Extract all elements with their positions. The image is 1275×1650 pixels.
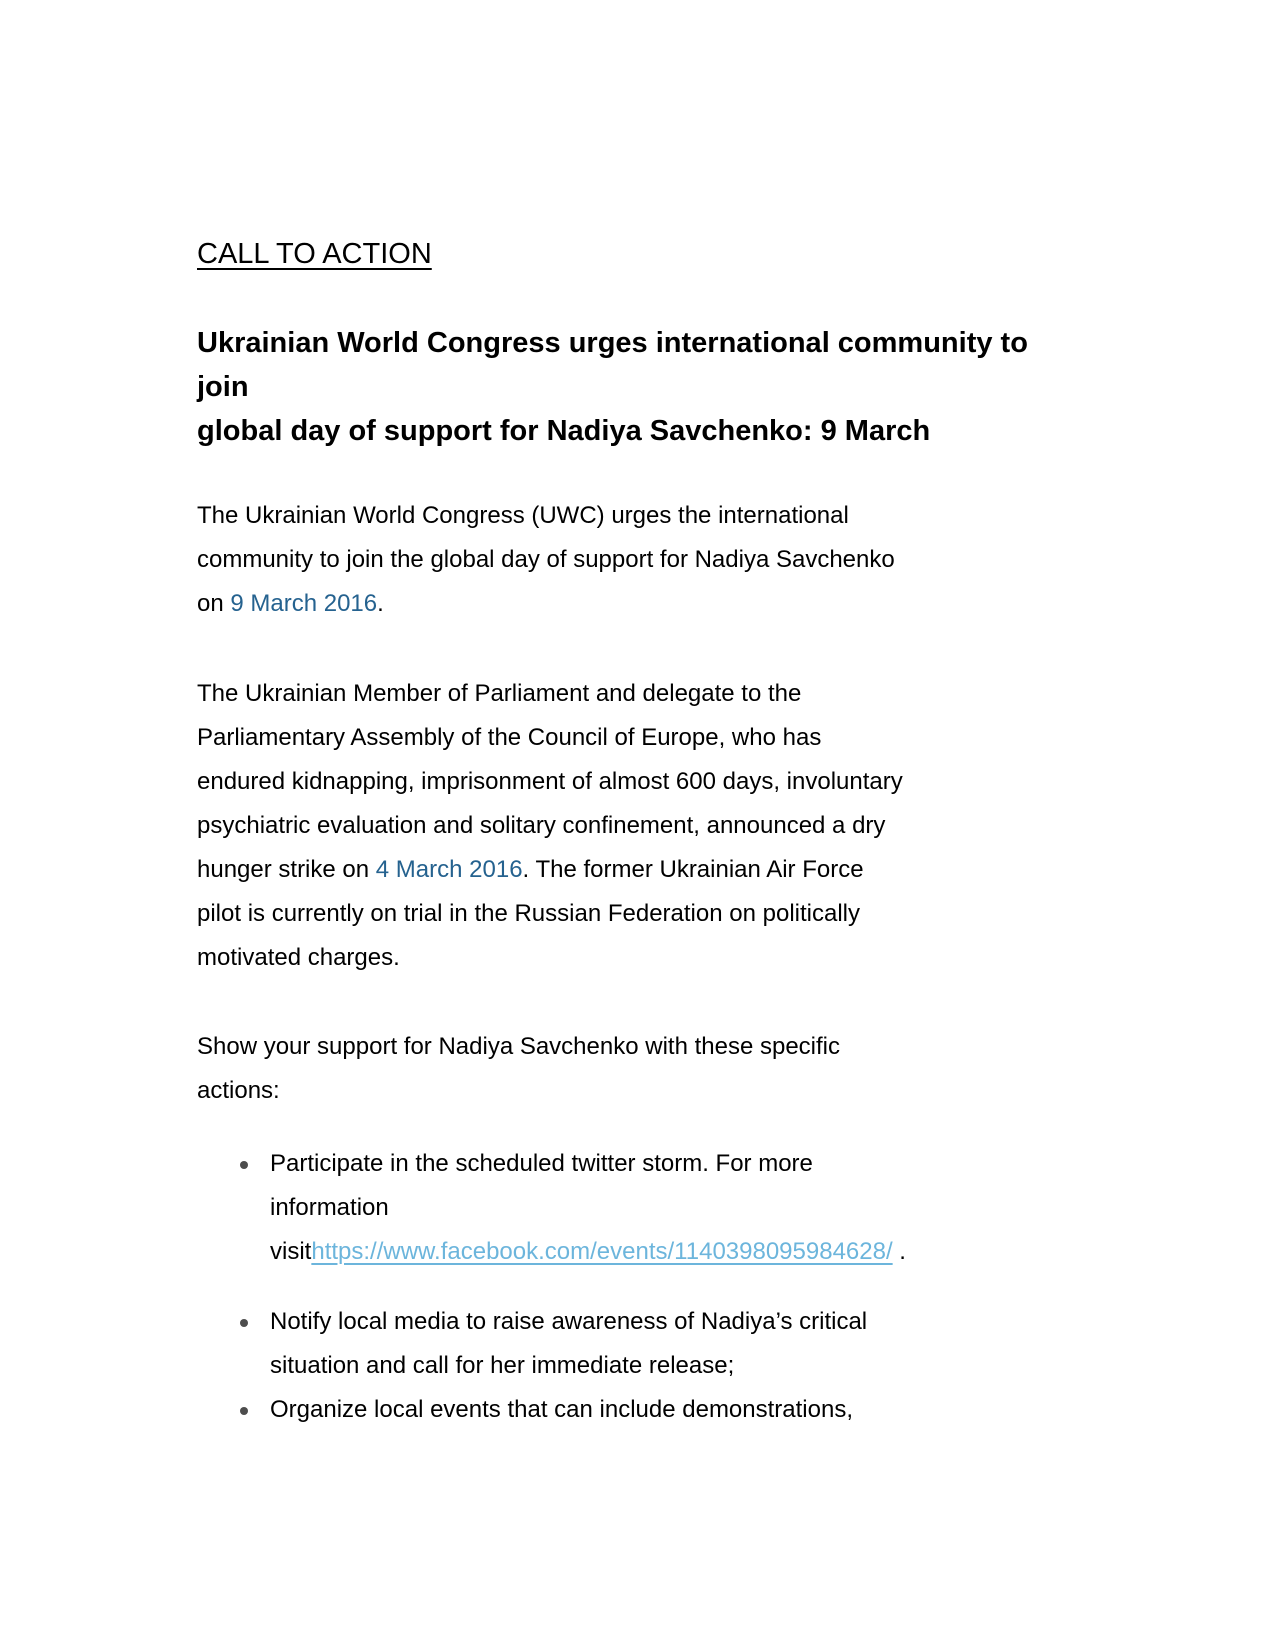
paragraph-line: The Ukrainian Member of Parliament and delegate to the	[197, 680, 802, 707]
paragraph-line: psychiatric evaluation and solitary confinement, announced a dry	[197, 812, 886, 839]
list-item-line: situation and call for her immediate release;	[270, 1352, 735, 1379]
date-link-4-march-2016[interactable]: 4 March 2016	[375, 856, 523, 883]
facebook-event-link[interactable]: https://www.facebook.com/events/1140398095984628/	[311, 1238, 893, 1265]
paragraph-line: The Ukrainian World Congress (UWC) urges the international	[197, 502, 849, 529]
text-segment: .	[892, 1238, 906, 1265]
list-item-line	[270, 1230, 1215, 1274]
paragraph-line: Parliamentary Assembly of the Council of Europe, who has	[197, 724, 822, 751]
bullet-icon	[240, 1161, 248, 1169]
title-line-3: global day of support for Nadiya Savchenko: 9 March	[197, 415, 931, 447]
paragraph-line	[197, 582, 1215, 626]
action-list	[197, 1142, 1215, 1432]
paragraph-line: endured kidnapping, imprisonment of almost 600 days, involuntary	[197, 768, 903, 795]
list-item-organize-events	[197, 1388, 1215, 1432]
list-item-line: Notify local media to raise awareness of Nadiya’s critical	[270, 1308, 868, 1335]
text-segment: on	[197, 590, 231, 617]
list-item-notify-media	[197, 1300, 1215, 1388]
paragraph-line: pilot is currently on trial in the Russian Federation on politically	[197, 900, 860, 927]
paragraph-line	[197, 848, 1215, 892]
date-link-9-march-2016[interactable]: 9 March 2016	[230, 590, 378, 617]
bullet-icon	[240, 1407, 248, 1415]
paragraph-support-intro	[197, 1025, 1215, 1113]
call-to-action-heading: CALL TO ACTION	[197, 238, 432, 270]
title-line-1: Ukrainian World Congress urges international community to	[197, 327, 1028, 359]
bullet-icon	[240, 1319, 248, 1327]
list-item-twitter-storm	[197, 1142, 1215, 1274]
title-line-2: join	[197, 371, 249, 403]
document-title	[197, 321, 1215, 453]
text-segment: hunger strike on	[197, 856, 376, 883]
paragraph-background	[197, 672, 1215, 980]
list-item-line: Organize local events that can include demonstrations,	[270, 1396, 853, 1423]
text-segment: .	[377, 590, 384, 617]
paragraph-line: motivated charges.	[197, 944, 400, 971]
paragraph-line: actions:	[197, 1077, 280, 1104]
paragraph-line: community to join the global day of support for Nadiya Savchenko	[197, 546, 895, 573]
list-item-line: information	[270, 1194, 389, 1221]
paragraph-intro	[197, 494, 1215, 626]
text-segment: visit	[270, 1238, 312, 1265]
paragraph-line: Show your support for Nadiya Savchenko with these specific	[197, 1033, 840, 1060]
list-item-line: Participate in the scheduled twitter storm. For more	[270, 1150, 813, 1177]
text-segment: . The former Ukrainian Air Force	[522, 856, 864, 883]
